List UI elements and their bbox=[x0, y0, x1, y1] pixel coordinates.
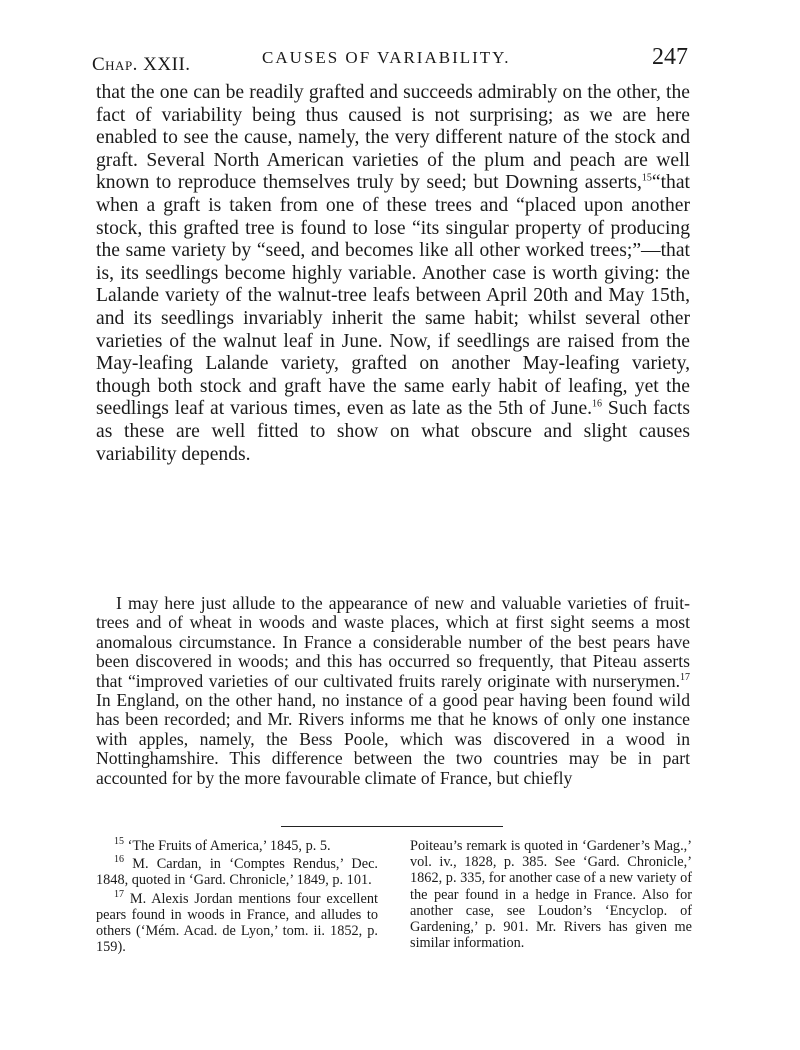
footnote-ref-17: 17 bbox=[680, 671, 690, 683]
paragraph-2 bbox=[96, 594, 690, 788]
paragraph-1-part-1: that the one can be readily grafted and succeeds admirably on the other, the fact of variability being thus caused is not surprising; as we are here enabled to see the cause, namely, the very different nature of the stock and graft. Several North American varieties of the plum and peach are well known to reproduce themselves truly by seed; but Downing asserts, bbox=[96, 82, 690, 194]
paragraph-2-part-2: In England, on the other hand, no instance of a good pear having been found wild has been recorded; and Mr. Rivers informs me that he knows of only one instance with apples, namely, the Bess Poole, which was discovered in a wood in Nottinghamshire. This difference between the two countries may be in part accounted for by the more favourable climate of France, but chiefly bbox=[96, 690, 690, 788]
footnote-16-number: 16 bbox=[114, 854, 124, 866]
footnote-15-text: ‘The Fruits of America,’ 1845, p. 5. bbox=[124, 838, 331, 854]
page-header bbox=[92, 44, 688, 74]
footnote-ref-15: 15 bbox=[641, 172, 652, 184]
footnote-15-number: 15 bbox=[114, 836, 124, 848]
paragraph-1-part-3: Such facts as these are well fitted to show on what obscure and slight causes variability depends. bbox=[96, 398, 690, 465]
footnotes-left-column bbox=[96, 838, 378, 955]
footnote-16 bbox=[96, 856, 378, 888]
footnote-17 bbox=[96, 888, 378, 956]
footnote-16-text: M. Cardan, in ‘Comptes Rendus,’ Dec. 1848, quoted in ‘Gard. Chronicle,’ 1849, p. 101. bbox=[96, 856, 378, 889]
running-title: CAUSES OF VARIABILITY. bbox=[262, 48, 511, 67]
footnotes-right-column bbox=[410, 838, 692, 955]
footnote-17-continued: Poiteau’s remark is quoted in ‘Gardener’s Mag.,’ vol. iv., 1828, p. 385. See ‘Gard. Chronicle,’ 1862, p. 335, for another case of a new variety of the pear found in a hedge in France. Also for another case, see Loudon’s ‘Encyclop. of Gardening,’ p. 901. Mr. Rivers has given me similar information. bbox=[410, 838, 692, 952]
footnote-15 bbox=[96, 838, 378, 854]
main-text bbox=[96, 82, 690, 466]
paragraph-1-part-2: “that when a graft is taken from one of these trees and “placed upon another stock, this grafted tree is found to lose “its singular property of producing the same variety by “seed, and becomes like all other worked trees;”—that is, its seedlings become highly variable. Another case is worth giving: the Lalande variety of the walnut-tree leafs between April 20th and May 15th, and its seedlings invariably inherit the same habit; whilst several other varieties of the walnut leaf in June. Now, if seedlings are raised from the May-leafing Lalande variety, grafted on another May-leafing variety, though both stock and graft have the same early habit of leafing, yet the seedlings leaf at various times, even as late as the 5th of June. bbox=[96, 172, 690, 420]
footnote-17-number: 17 bbox=[114, 888, 124, 900]
second-text bbox=[96, 594, 690, 788]
paragraph-1 bbox=[96, 82, 690, 466]
footnote-17-text: M. Alexis Jordan mentions four excellent pears found in woods in France, and alludes to others (‘Mém. Acad. de Lyon,’ tom. ii. 1852, p. 159). bbox=[96, 890, 378, 956]
chapter-label: Chap. XXII. bbox=[92, 54, 191, 75]
page-number: 247 bbox=[652, 44, 688, 70]
footnote-ref-16: 16 bbox=[592, 398, 603, 410]
footnotes bbox=[96, 838, 692, 955]
footnote-divider bbox=[281, 826, 503, 827]
paragraph-2-part-1: I may here just allude to the appearance of new and valuable varieties of fruit-trees and of wheat in woods and waste places, which at first sight seems a most anomalous circumstance. In France a considerable number of the best pears have been discovered in woods; and this has occurred so frequently, that Piteau asserts that “improved varieties of our cultivated fruits rarely originate with nurserymen. bbox=[96, 593, 690, 691]
